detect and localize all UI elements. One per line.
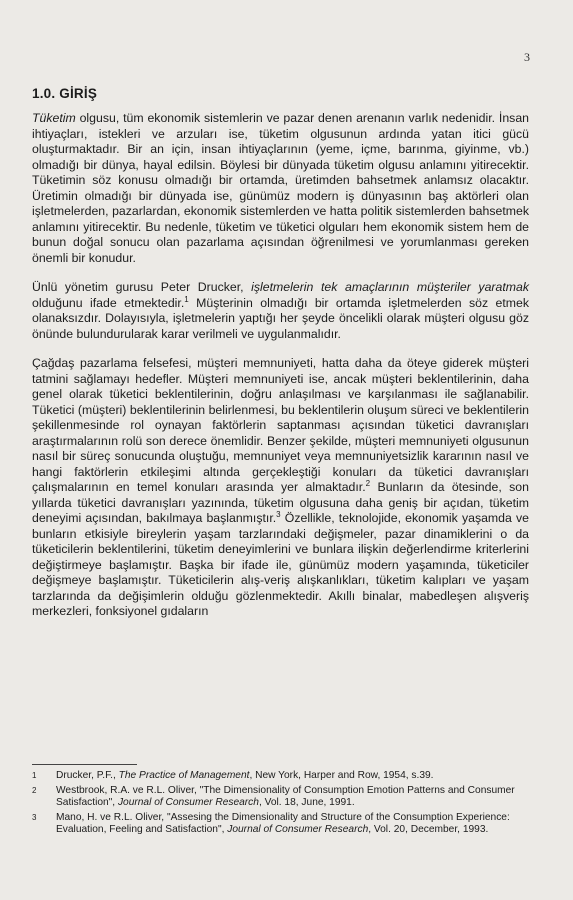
text-run: , New York, Harper and Row, 1954, s.39. — [249, 770, 434, 781]
footnote-text — [56, 812, 529, 837]
paragraph — [32, 111, 529, 266]
text-run: Mano, H. ve R.L. Oliver, "Assesing the Dimensionality and Structure of the Consumption Experience: Evaluation, Feeling and Satisfaction", — [56, 811, 510, 835]
page-number: 3 — [524, 50, 530, 64]
footnote-mark: 2 — [32, 785, 37, 795]
italic-run: The Practice of Management — [118, 770, 250, 781]
text-run: , Vol. 18, June, 1991. — [258, 797, 355, 808]
text-run: Özellikle, teknolojide, ekonomik yaşamda ve bunların etkisiyle bireylerin yaşam tarzlarındaki değişmeler, pazar dinamiklerini o da tüketicilerin beklentilerini, tüketim deneyimlerini ve bunlara ilişkin değerlendirme kriterlerini değiştirmeye başlamıştır. Başka bir ifade ile, günümüz modern yaşamında, tüketiciler değişmeye başlamıştır. Tüketicilerin alış-veriş alışkanlıkları, tüketim kalıpları ve yaşam tarzlarında da değişimlerin olduğu gözlenmektedir. Akıllı binalar, mabedleşen alışveriş merkezleri, fonksiyonel gıdaların — [32, 511, 529, 618]
text-run: Müşterinin olmadığı bir ortamda işletmelerden söz etmek olanaksızdır. Dolayısıyla, işletmelerin yaptığı her şeyde öncelikli olarak müşteri olgusu göz önünde bulundurularak karar verilmeli ve uygulanmalıdır. — [32, 295, 530, 341]
text-run: Westbrook, R.A. ve R.L. Oliver, "The Dimensionality of Consumption Emotion Patterns and Consumer Satisfaction", — [56, 784, 515, 808]
italic-run: Tüketim — [32, 111, 76, 125]
text-run: olduğunu ifade etmektedir. — [32, 295, 185, 310]
footnote-mark: 3 — [32, 812, 37, 822]
paragraph — [32, 280, 529, 342]
footnote-text — [56, 785, 529, 810]
footnote — [32, 770, 529, 783]
footnote-ref: 3 — [276, 509, 281, 519]
footnote-divider — [32, 764, 137, 765]
text-run: Drucker, P.F., — [56, 770, 119, 781]
text-run: Bunların da ötesinde, son yıllarda tüketici davranışları yazınında, tüketim olgusuna daha geniş bir açıdan, tüketim deneyimi açısından, bakılmaya başlanmıştır. — [32, 480, 529, 525]
footnote-mark: 1 — [32, 771, 37, 780]
footnote — [32, 812, 529, 837]
text-run: Ünlü yönetim gurusu Peter Drucker, — [32, 280, 252, 294]
italic-run: Journal of Consumer Research — [117, 797, 259, 808]
italic-run: işletmelerin tek amaçlarının müşteriler yaratmak — [251, 280, 529, 294]
footnotes — [32, 770, 529, 839]
text-run: , Vol. 20, December, 1993. — [368, 824, 489, 835]
footnote — [32, 785, 529, 810]
footnote-text — [56, 770, 529, 783]
footnote-ref: 2 — [365, 478, 371, 488]
footnote-ref: 1 — [184, 294, 189, 304]
text-run: Çağdaş pazarlama felsefesi, müşteri memnuniyeti, hatta daha da öteye giderek müşteri tatmini sağlamayı hedefler. Müşteri memnuniyeti ise, ancak müşteri beklentilerinin, daha genel olarak tüketici beklentilerinin, doğru anlaşılması ve karşılanması ile sağlanabilir. Tüketici (müşteri) beklentilerinin belirlenmesi, bu beklentilerin oluşum süreci ve beklentilerin şekillenmesinde rol oynayan faktörlerin saptanması açısından tüketici davranışları araştırmalarının rolü son derece önemlidir. Benzer şekilde, müşteri memnuniyeti olgusunun nasıl bir süreç sonucunda oluştuğu, memnuniyet veya memnuniyetsizlik kararının nasıl ve hangi faktörlerin etkileşimi altında gerçekleştiği konuları da tüketici davranışları çalışmalarının en temel konuları arasında yer almaktadır. — [32, 356, 529, 494]
paragraph — [32, 356, 529, 620]
italic-run: Journal of Consumer Research — [227, 824, 369, 835]
section-heading: 1.0. GİRİŞ — [32, 86, 98, 101]
text-run: olgusu, tüm ekonomik sistemlerin ve pazar denen arenanın varlık nedenidir. İnsan ihtiyaçları, istekleri ve arzuları ise, tüketim olgusunun ardında yatan itici gücü oluşturmaktadır. Bir an için, insan ihtiyaçlarının (yeme, içme, barınma, giyinme, vb.) olmadığı bir dünya, hayal edilsin. Böylesi bir dünyada tüketim olgusu anlamını yitirecektir. Tüketimin söz konusu olmadığı bir ortamda, üretimden bahsetmek anlamsız olacaktır. Üretimin olmadığı bir dünyada ise, günümüz modern iş dünyasının baş aktörleri olan işletmelerden, pazarlardan, ekonomik sistemlerden ve hatta politik sistemlerden bahsetmek anlamını yitirecektir. Bu nedenle, tüketim ve tüketici olguları hem ekonomik sistem hem de bunun doğal sonucu olan pazarlama açısından öğrenilmesi ve yorumlanması gereken önemli bir konudur. — [32, 111, 529, 265]
body-text — [32, 111, 529, 634]
